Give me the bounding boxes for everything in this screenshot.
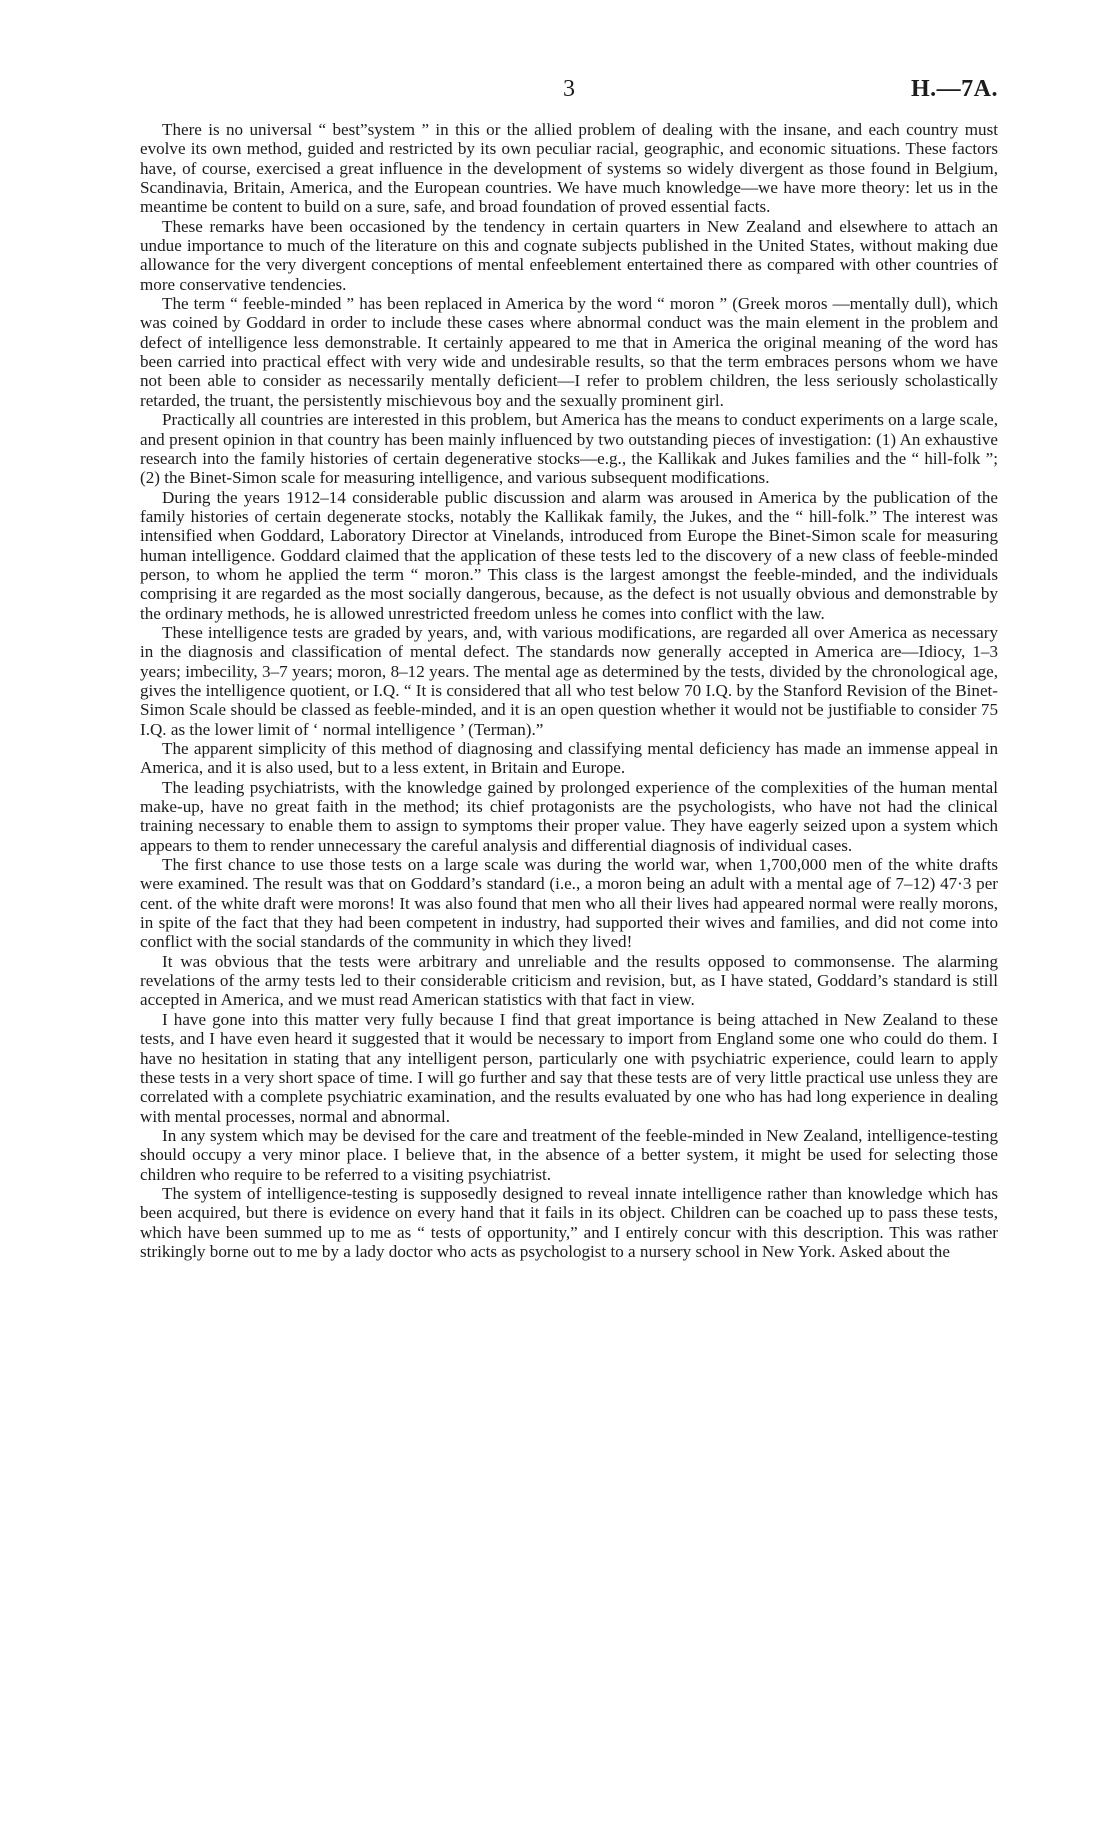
paragraph: It was obvious that the tests were arbitrary and unreliable and the results opposed to commonsense. The alarming revelations of the army tests led to their considerable criticism and revision, but, as I have stated, Goddard’s standard is still accepted in America, and we must read American statistics with that fact in view. bbox=[140, 951, 998, 1010]
paragraph: The apparent simplicity of this method of diagnosing and classifying mental deficiency has made an immense appeal in America, and it is also used, but to a less extent, in Britain and Europe. bbox=[140, 739, 998, 778]
paragraph: The system of intelligence-testing is supposedly designed to reveal innate intelligence rather than knowledge which has been acquired, but there is evidence on every hand that it fails in its object. Children can be coached up to pass these tests, which have been summed up to me as “ tests of opportunity,” and I entirely concur with this description. This was rather strikingly borne out to me by a lady doctor who acts as psychologist to a nursery school in New York. Asked about the bbox=[140, 1183, 998, 1261]
paragraph: The term “ feeble-minded ” has been replaced in America by the word “ moron ” (Greek moros —mentally dull), which was coined by Goddard in order to include these cases where abnormal conduct was the main element in the problem and defect of intelligence less demonstrable. It certainly appeared to me that in America the original meaning of the word has been carried into practical effect with very wide and undesirable results, so that the term embraces persons whom we have not been able to consider as necessarily mentally deficient—I refer to problem children, the less seriously scholastically retarded, the truant, the persistently mischievous boy and the sexually prominent girl. bbox=[140, 294, 998, 410]
paragraph: In any system which may be devised for the care and treatment of the feeble-minded in New Zealand, intelligence-testing should occupy a very minor place. I believe that, in the absence of a better system, it might be used for selecting those children who require to be referred to a visiting psychiatrist. bbox=[140, 1125, 998, 1184]
body-text bbox=[140, 120, 998, 1261]
paragraph: I have gone into this matter very fully because I find that great importance is being attached in New Zealand to these tests, and I have even heard it suggested that it would be necessary to import from England some one who could do them. I have no hesitation in stating that any intelligent person, particularly one with psychiatric experience, could learn to apply these tests in a very short space of time. I will go further and say that these tests are of very little practical use unless they are correlated with a complete psychiatric examination, and the results evaluated by one who has had long experience in dealing with mental processes, normal and abnormal. bbox=[140, 1009, 998, 1126]
paragraph: During the years 1912–14 considerable public discussion and alarm was aroused in America by the publication of the family histories of certain degenerate stocks, notably the Kallikak family, the Jukes, and the “ hill-folk.” The interest was intensified when Goddard, Laboratory Director at Vinelands, introduced from Europe the Binet-Simon scale for measuring human intelligence. Goddard claimed that the application of these tests led to the discovery of a new class of feeble-minded person, to whom he applied the term “ moron.” This class is the largest amongst the feeble-minded, and the individuals comprising it are regarded as the most socially dangerous, because, as the defect is not usually obvious and demonstrable by the ordinary methods, he is allowed unrestricted freedom unless he comes into conflict with the law. bbox=[140, 487, 998, 623]
page-header bbox=[140, 70, 998, 120]
page-number: 3 bbox=[563, 76, 575, 102]
paragraph: There is no universal “ best”system ” in this or the allied problem of dealing with the insane, and each country must evolve its own method, guided and restricted by its own peculiar racial, geographic, and economic situations. These factors have, of course, exercised a great influence in the development of systems so widely divergent as those found in Belgium, Scandinavia, Britain, America, and the European countries. We have much knowledge—we have more theory: let us in the meantime be content to build on a sure, safe, and broad foundation of proved essential facts. bbox=[140, 120, 998, 217]
paragraph: These remarks have been occasioned by the tendency in certain quarters in New Zealand and elsewhere to attach an undue importance to much of the literature on this and cognate subjects published in the United States, without making due allowance for the very divergent conceptions of mental enfeeblement entertained there as compared with other countries of more conservative tendencies. bbox=[140, 216, 998, 294]
paragraph: Practically all countries are interested in this problem, but America has the means to conduct experiments on a large scale, and present opinion in that country has been mainly influenced by two outstanding pieces of investigation: (1) An exhaustive research into the family histories of certain degenerative stocks—e.g., the Kallikak and Jukes families and the “ hill-folk ”; (2) the Binet-Simon scale for measuring intelligence, and various subsequent modifications. bbox=[140, 410, 998, 488]
paragraph: The leading psychiatrists, with the knowledge gained by prolonged experience of the complexities of the human mental make-up, have no great faith in the method; its chief protagonists are the psychologists, who have not had the clinical training necessary to enable them to assign to symptoms their proper value. They have eagerly seized upon a system which appears to them to render unnecessary the careful analysis and differential diagnosis of individual cases. bbox=[140, 777, 998, 855]
document-reference: H.—7A. bbox=[911, 76, 998, 102]
paragraph: These intelligence tests are graded by years, and, with various modifications, are regarded all over America as necessary in the diagnosis and classification of mental defect. The standards now generally accepted in America are—Idiocy, 1–3 years; imbecility, 3–7 years; moron, 8–12 years. The mental age as determined by the tests, divided by the chronological age, gives the intelligence quotient, or I.Q. “ It is considered that all who test below 70 I.Q. by the Stanford Revision of the Binet-Simon Scale should be classed as feeble-minded, and it is an open question whether it would not be justifiable to consider 75 I.Q. as the lower limit of ‘ normal intelligence ’ (Terman).” bbox=[140, 622, 998, 739]
paragraph: The first chance to use those tests on a large scale was during the world war, when 1,700,000 men of the white drafts were examined. The result was that on Goddard’s standard (i.e., a moron being an adult with a mental age of 7–12) 47·3 per cent. of the white draft were morons! It was also found that men who all their lives had appeared normal were really morons, in spite of the fact that they had been competent in industry, had supported their wives and families, and did not come into conflict with the social standards of the community in which they lived! bbox=[140, 855, 998, 952]
